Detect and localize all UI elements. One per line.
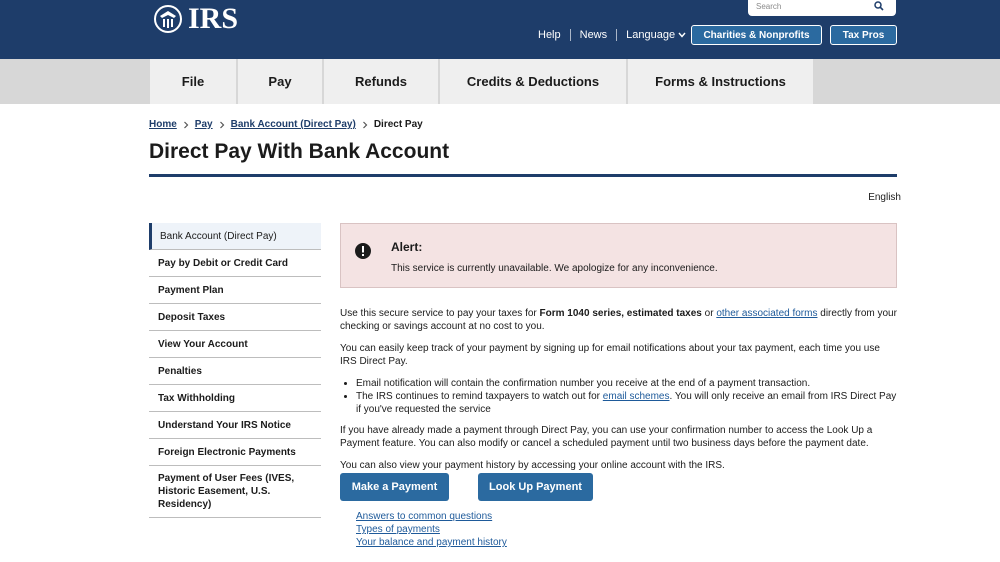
news-link[interactable]: News [579,29,608,41]
nav-forms-instructions[interactable]: Forms & Instructions [628,59,815,104]
language-selector[interactable]: English [868,192,901,203]
sidebar-nav [149,223,321,518]
logo-text: IRS [188,2,239,35]
other-forms-link[interactable]: other associated forms [716,308,818,319]
breadcrumb-bank-account[interactable]: Bank Account (Direct Pay) [230,119,356,130]
make-payment-button[interactable]: Make a Payment [340,473,449,501]
search-input[interactable] [756,2,874,11]
nav-pay[interactable]: Pay [238,59,324,104]
alert-box [340,223,897,288]
main-content [340,307,897,481]
divider [616,29,617,41]
search-box[interactable] [748,0,896,16]
irs-logo[interactable] [152,4,238,34]
eagle-logo-icon [152,4,184,34]
list-item [356,510,507,523]
list-item-text: . You will only receive an email from IRS Direct Pay if you've requested the service [356,391,897,415]
nav-refunds[interactable]: Refunds [324,59,440,104]
sidebar-item-penalties[interactable]: Penalties [149,358,321,385]
intro-text: Use this secure service to pay your taxes for [340,308,540,319]
notification-list [340,377,897,416]
sidebar-item-payment-plan[interactable]: Payment Plan [149,277,321,304]
balance-history-link[interactable]: Your balance and payment history [356,537,507,548]
intro-text: or [701,308,717,319]
sidebar-item-tax-withholding[interactable]: Tax Withholding [149,385,321,412]
breadcrumb-home[interactable]: Home [149,119,177,130]
search-icon[interactable] [874,1,884,11]
list-item [356,523,507,536]
types-of-payments-link[interactable]: Types of payments [356,524,440,535]
language-label: Language [626,29,676,41]
charities-nonprofits-button[interactable]: Charities & Nonprofits [691,25,822,45]
sidebar-item-foreign-payments[interactable]: Foreign Electronic Payments [149,439,321,466]
page-title: Direct Pay With Bank Account [149,140,450,163]
chevron-right-icon [219,121,225,129]
title-divider [149,174,897,177]
list-item [356,536,507,549]
breadcrumb-pay[interactable]: Pay [194,119,213,130]
common-questions-link[interactable]: Answers to common questions [356,511,493,522]
nav-credits-deductions[interactable]: Credits & Deductions [440,59,628,104]
alert-icon [355,243,371,259]
sidebar-item-view-account[interactable]: View Your Account [149,331,321,358]
list-item-text: The IRS continues to remind taxpayers to watch out for [356,391,603,402]
list-item [356,390,897,416]
notification-paragraph: You can easily keep track of your payment by signing up for email notifications about your tax payment, each time you use IRS Direct Pay. [340,343,880,367]
tax-pros-button[interactable]: Tax Pros [830,25,897,45]
main-nav [0,59,1000,104]
utility-nav [538,26,705,44]
email-schemes-link[interactable]: email schemes [602,391,670,402]
list-item: • Email notification will contain the confirmation number you receive at the end of a payment transaction. [356,377,897,390]
chevron-right-icon [183,121,189,129]
look-up-payment-button[interactable]: Look Up Payment [478,473,593,501]
intro-paragraph [340,307,897,333]
language-dropdown[interactable] [626,29,686,41]
divider [570,29,571,41]
intro-bold-text: Form 1040 series, estimated taxes [539,308,702,319]
sidebar-item-debit-credit[interactable]: Pay by Debit or Credit Card [149,250,321,277]
breadcrumb-current: Direct Pay [373,119,423,130]
sidebar-item-bank-account[interactable]: Bank Account (Direct Pay) [149,223,321,250]
sidebar-item-user-fees[interactable]: Payment of User Fees (IVES, Historic Easement, U.S. Residency) [149,466,321,518]
sidebar-item-irs-notice[interactable]: Understand Your IRS Notice [149,412,321,439]
alert-title: Alert: [391,240,423,254]
lookup-paragraph: If you have already made a payment through Direct Pay, you can use your confirmation number to access the Look Up a Payment feature. You can also modify or cancel a scheduled payment until two business days before the payment date. [340,425,873,449]
related-links [356,510,507,549]
chevron-right-icon [362,121,368,129]
history-paragraph: You can also view your payment history by accessing your online account with the IRS. [340,460,725,471]
chevron-down-icon [678,32,686,38]
sidebar-item-deposit-taxes[interactable]: Deposit Taxes [149,304,321,331]
nav-file[interactable]: File [150,59,238,104]
alert-message: This service is currently unavailable. We apologize for any inconvenience. [391,263,718,274]
breadcrumb [149,119,423,130]
site-header [0,0,1000,59]
help-link[interactable]: Help [538,29,561,41]
intro-text: directly from your checking or savings account at no cost to you. [340,308,897,332]
